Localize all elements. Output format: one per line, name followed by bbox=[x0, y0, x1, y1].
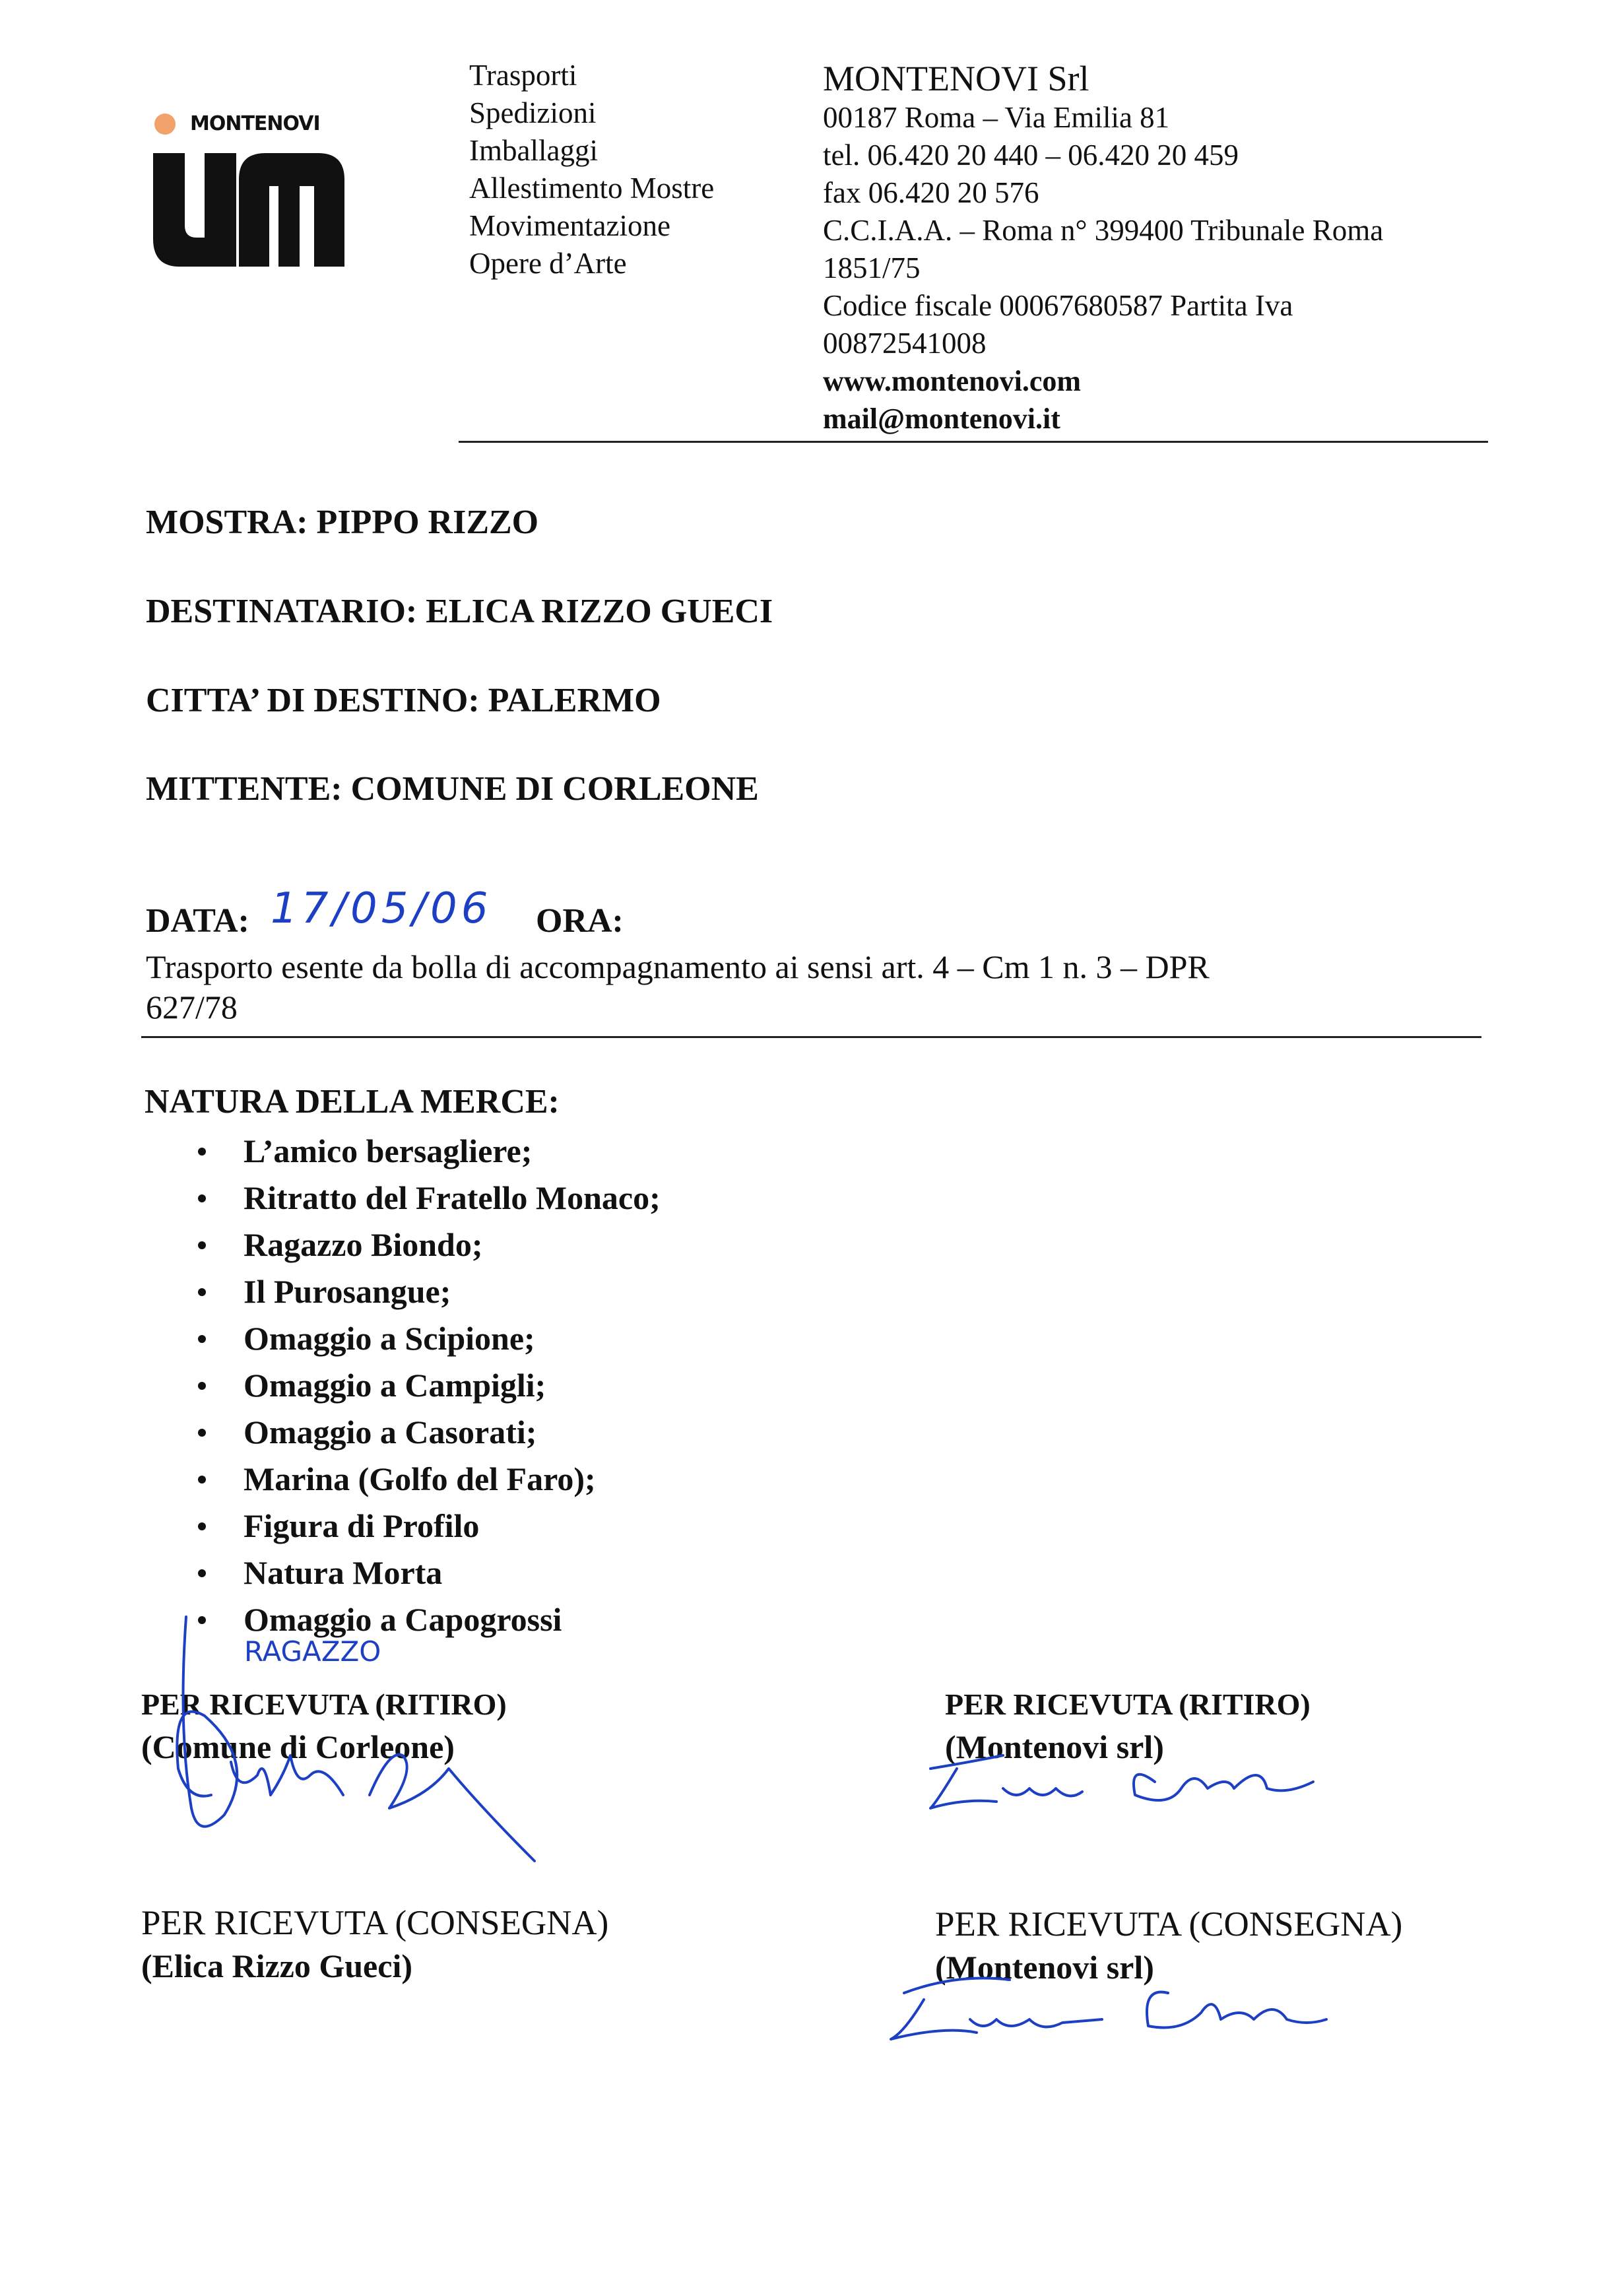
goods-item: Omaggio a Capogrossi bbox=[191, 1596, 661, 1643]
service-item: Opere d’Arte bbox=[469, 247, 627, 280]
company-address: 00187 Roma – Via Emilia 81 bbox=[823, 101, 1170, 134]
pickup-left-party: (Comune di Corleone) bbox=[141, 1728, 455, 1765]
goods-item: Ragazzo Biondo; bbox=[191, 1222, 661, 1268]
recipient-field: DESTINATARIO: ELICA RIZZO GUECI bbox=[146, 593, 773, 630]
handwritten-note: RAGAZZO bbox=[244, 1635, 381, 1668]
goods-item: Omaggio a Casorati; bbox=[191, 1409, 661, 1456]
company-website[interactable]: www.montenovi.com bbox=[823, 365, 1082, 397]
logo-dot bbox=[154, 114, 176, 135]
signature-montenovi-pickup bbox=[917, 1742, 1340, 1821]
goods-item: Marina (Golfo del Faro); bbox=[191, 1456, 661, 1503]
pickup-left-title: PER RICEVUTA (RITIRO) bbox=[141, 1687, 507, 1721]
signature-montenovi-delivery bbox=[878, 1953, 1340, 2052]
date-label: DATA: bbox=[146, 902, 249, 940]
goods-item: Natura Morta bbox=[191, 1550, 661, 1596]
logo-brand: MONTENOVI bbox=[190, 112, 320, 135]
service-item: Trasporti bbox=[469, 59, 577, 92]
destination-city-field: CITTA’ DI DESTINO: PALERMO bbox=[146, 682, 661, 719]
date-value-handwritten: 17/05/06 bbox=[271, 884, 492, 933]
company-email[interactable]: mail@montenovi.it bbox=[823, 403, 1060, 435]
service-item: Imballaggi bbox=[469, 134, 598, 167]
signature-comune bbox=[152, 1597, 561, 1874]
logo-um-mark bbox=[153, 153, 344, 267]
goods-title: NATURA DELLA MERCE: bbox=[145, 1083, 560, 1121]
goods-item: L’amico bersagliere; bbox=[191, 1128, 661, 1175]
time-label: ORA: bbox=[536, 902, 624, 940]
delivery-left-party: (Elica Rizzo Gueci) bbox=[141, 1947, 412, 1984]
company-info bbox=[823, 58, 1383, 438]
goods-item: Ritratto del Fratello Monaco; bbox=[191, 1175, 661, 1222]
company-tax-code: Codice fiscale 00067680587 Partita Iva bbox=[823, 289, 1293, 322]
goods-item: Omaggio a Scipione; bbox=[191, 1315, 661, 1362]
services-list bbox=[469, 57, 714, 282]
sender-field: MITTENTE: COMUNE DI CORLEONE bbox=[146, 770, 759, 808]
pickup-right-party: (Montenovi srl) bbox=[945, 1728, 1164, 1765]
header-divider bbox=[459, 441, 1488, 443]
delivery-left-title: PER RICEVUTA (CONSEGNA) bbox=[141, 1904, 609, 1942]
service-item: Spedizioni bbox=[469, 96, 597, 129]
company-vat: 00872541008 bbox=[823, 327, 987, 360]
section-divider bbox=[141, 1036, 1481, 1038]
goods-item: Omaggio a Campigli; bbox=[191, 1362, 661, 1409]
service-item: Allestimento Mostre bbox=[469, 172, 715, 205]
delivery-right-title: PER RICEVUTA (CONSEGNA) bbox=[935, 1905, 1403, 1943]
pickup-right-title: PER RICEVUTA (RITIRO) bbox=[945, 1687, 1311, 1721]
company-registry-number: 1851/75 bbox=[823, 251, 921, 284]
goods-item: Figura di Profilo bbox=[191, 1503, 661, 1550]
company-registry: C.C.I.A.A. – Roma n° 399400 Tribunale Roma bbox=[823, 214, 1384, 247]
exemption-note-cont: 627/78 bbox=[146, 989, 238, 1026]
service-item: Movimentazione bbox=[469, 209, 670, 242]
company-fax: fax 06.420 20 576 bbox=[823, 176, 1039, 209]
exemption-note: Trasporto esente da bolla di accompagnamento ai sensi art. 4 – Cm 1 n. 3 – DPR bbox=[146, 948, 1210, 985]
goods-list bbox=[191, 1128, 661, 1643]
company-name: MONTENOVI Srl bbox=[823, 59, 1089, 98]
company-phone: tel. 06.420 20 440 – 06.420 20 459 bbox=[823, 139, 1239, 172]
exhibition-field: MOSTRA: PIPPO RIZZO bbox=[146, 504, 539, 541]
delivery-right-party: (Montenovi srl) bbox=[935, 1949, 1154, 1986]
goods-item: Il Purosangue; bbox=[191, 1268, 661, 1315]
